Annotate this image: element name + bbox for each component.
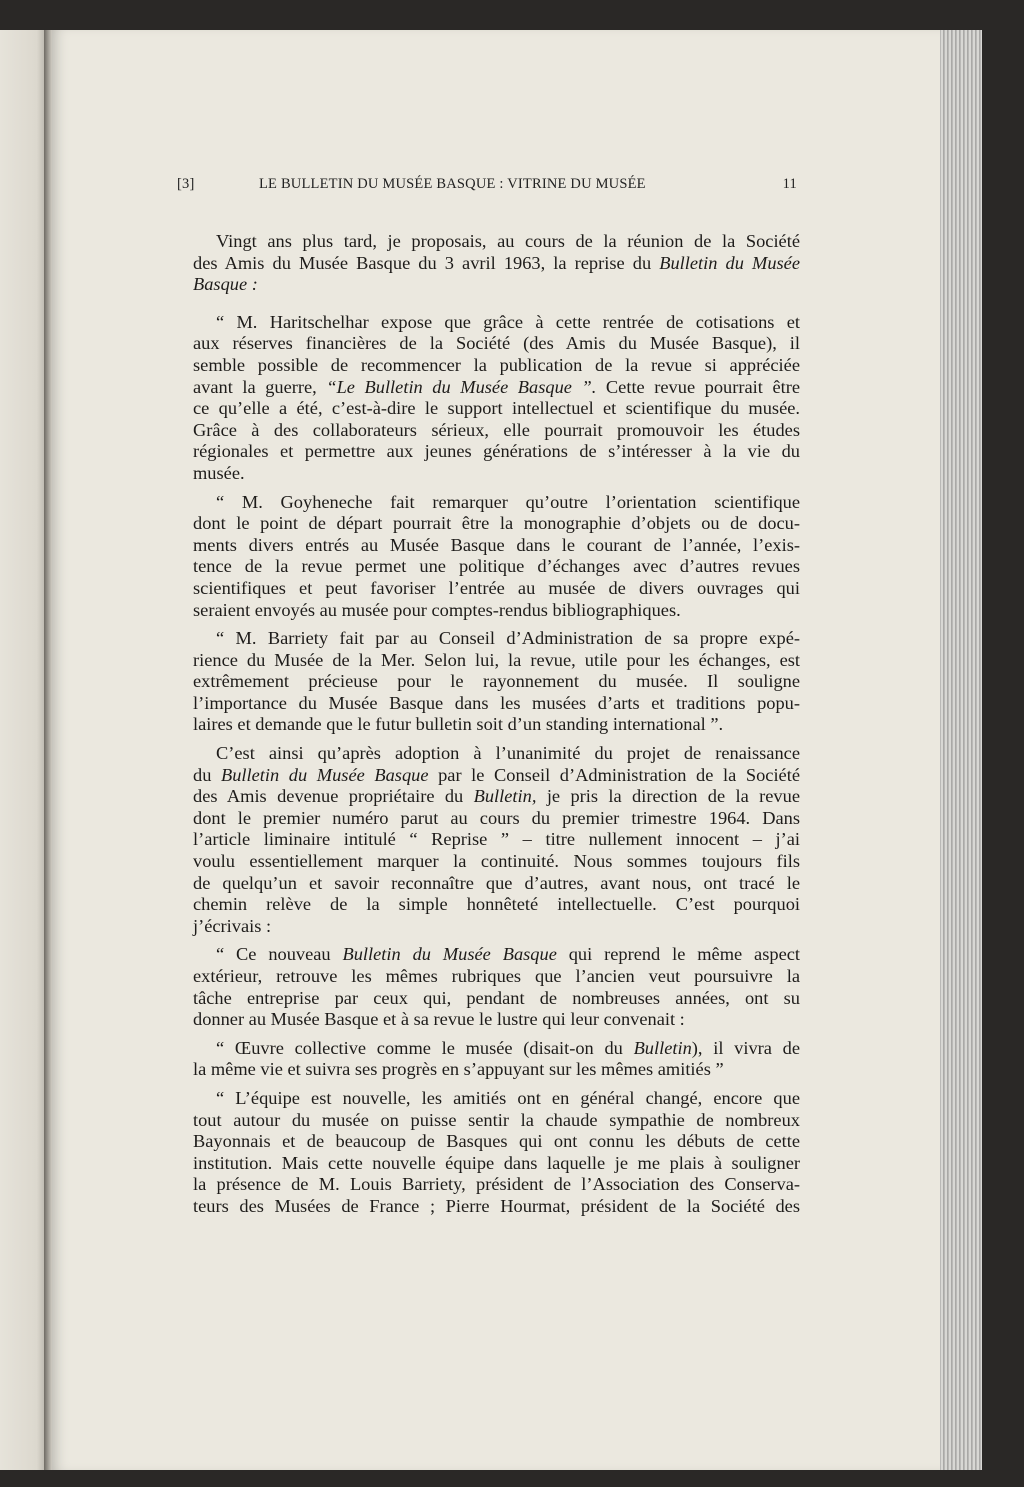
paragraph <box>193 628 800 736</box>
text-line <box>193 628 800 650</box>
text-line <box>193 988 800 1010</box>
text-segment: laires et demande que le futur bulletin soit d’un standing international ”. <box>193 714 724 735</box>
text-line <box>193 765 800 787</box>
text-line <box>193 1131 800 1153</box>
text-line <box>193 274 800 296</box>
text-segment: ments divers entrés au Musée Basque dans le courant de l’année, l’exis- <box>193 534 800 555</box>
text-segment: “ M. Haritschelhar expose que grâce à cette rentrée de cotisations et <box>216 311 800 332</box>
text-segment: aux réserves financières de la Société (des Amis du Musée Basque), il <box>193 333 800 354</box>
paragraph <box>193 743 800 937</box>
text-line <box>193 851 800 873</box>
text-line <box>193 441 800 463</box>
paragraph <box>193 1088 800 1218</box>
text-segment: scientifiques et peut favoriser l’entrée au musée de divers ouvrages qui <box>193 577 800 598</box>
text-line <box>193 808 800 830</box>
text-segment: Vingt ans plus tard, je proposais, au cours de la réunion de la Société <box>216 231 800 251</box>
italic-text: “Le Bulletin du Musée Basque ”. <box>326 376 597 397</box>
italic-text: Bulletin <box>633 1037 692 1058</box>
italic-text: Basque : <box>193 274 258 295</box>
text-line <box>193 253 800 275</box>
text-segment: Grâce à des collaborateurs sérieux, elle pourrait promouvoir les études <box>193 419 800 440</box>
running-header <box>177 176 797 196</box>
text-segment: la même vie et suivra ses progrès en s’appuyant sur les mêmes amitiés ” <box>193 1059 724 1080</box>
text-segment: Bayonnais et de beaucoup de Basques qui ont connu les débuts de cette <box>193 1131 800 1152</box>
page-number: 11 <box>782 176 797 192</box>
page-edges <box>940 30 982 1470</box>
text-line <box>193 1038 800 1060</box>
text-line <box>193 714 800 736</box>
text-line <box>193 231 800 253</box>
text-line <box>193 355 800 377</box>
text-line <box>193 693 800 715</box>
italic-text: Bulletin du Musée Basque <box>220 764 429 785</box>
text-segment: l’importance du Musée Basque dans les musées d’arts et traditions popu- <box>193 692 800 713</box>
text-segment: semble possible de recommencer la publication de la revue si appréciée <box>193 354 800 375</box>
text-segment: des Amis du Musée Basque du 3 avril 1963, la reprise du <box>193 252 660 273</box>
text-line <box>193 377 800 399</box>
italic-text: Bulletin, <box>473 786 537 807</box>
italic-text: Bulletin du Musée <box>659 252 801 273</box>
text-line <box>193 492 800 514</box>
paragraph <box>193 1038 800 1081</box>
text-line <box>193 916 800 938</box>
text-segment: avant la guerre, <box>193 376 327 397</box>
text-segment: “ L’équipe est nouvelle, les amitiés ont en général changé, encore que <box>216 1087 800 1108</box>
text-segment: tence de la revue permet une politique d’échanges avec d’autres revues <box>193 556 800 577</box>
text-segment: du <box>193 764 221 785</box>
text-segment: tâche entreprise par ceux qui, pendant de nombreuses années, ont su <box>193 987 800 1008</box>
text-segment: musée. <box>193 462 245 483</box>
text-segment: qui reprend le même aspect <box>556 944 801 965</box>
text-segment: seraient envoyés au musée pour comptes-rendus bibliographiques. <box>193 599 681 620</box>
text-line <box>193 420 800 442</box>
text-line <box>193 556 800 578</box>
text-line <box>193 513 800 535</box>
text-segment: dont le premier numéro parut au cours du premier trimestre 1964. Dans <box>193 807 800 828</box>
section-number: [3] <box>177 176 195 192</box>
paragraph <box>193 492 800 622</box>
text-segment: extérieur, retrouve les mêmes rubriques que l’ancien veut poursuivre la <box>193 966 800 986</box>
text-segment: rience du Musée de la Mer. Selon lui, la revue, utile pour les échanges, est <box>193 649 800 670</box>
text-line <box>193 743 800 765</box>
text-line <box>193 671 800 693</box>
text-segment: ), il vivra de <box>691 1037 800 1058</box>
text-segment: chemin relève de la simple honnêteté intellectuelle. C’est pourquoi <box>193 894 800 915</box>
left-page-edge <box>0 30 46 1470</box>
text-line <box>193 1196 800 1218</box>
text-segment: donner au Musée Basque et à sa revue le lustre qui leur convenait : <box>193 1009 685 1030</box>
text-line <box>193 333 800 355</box>
paragraph <box>193 944 800 1030</box>
text-line <box>193 1153 800 1175</box>
text-line <box>193 600 800 622</box>
text-segment: “ M. Goyheneche fait remarquer qu’outre l’orientation scientifique <box>216 491 800 512</box>
paragraph <box>193 312 800 485</box>
text-line <box>193 463 800 485</box>
body-text <box>193 231 800 1218</box>
text-line <box>193 966 800 988</box>
text-segment: voulu essentiellement marquer la continuité. Nous sommes toujours fils <box>193 851 800 872</box>
italic-text: Bulletin du Musée Basque <box>342 944 557 965</box>
text-line <box>193 1088 800 1110</box>
text-line <box>193 650 800 672</box>
text-line <box>193 786 800 808</box>
text-segment: des Amis devenue propriétaire du <box>193 786 474 807</box>
book-gutter <box>44 30 52 1470</box>
text-segment: extrêmement précieuse pour le rayonnement du musée. Il souligne <box>193 671 800 692</box>
text-line <box>193 312 800 334</box>
text-segment: l’article liminaire intitulé “ Reprise ” – titre nullement innocent – j’ai <box>193 829 800 850</box>
paragraph <box>193 231 800 296</box>
text-line <box>193 944 800 966</box>
running-title: LE BULLETIN DU MUSÉE BASQUE : VITRINE DU MUSÉE <box>259 176 646 192</box>
text-segment: j’écrivais : <box>193 915 272 936</box>
text-segment: la présence de M. Louis Barriety, président de l’Association des Conserva- <box>193 1174 800 1195</box>
text-line <box>193 1174 800 1196</box>
text-segment: Cette revue pourrait être <box>596 376 801 397</box>
text-segment: “ Œuvre collective comme le musée (disait-on du <box>216 1037 634 1058</box>
text-segment: tout autour du musée on puisse sentir la chaude sympathie de nombreux <box>193 1109 800 1130</box>
text-segment: “ M. Barriety fait par au Conseil d’Administration de sa propre expé- <box>216 628 800 649</box>
text-segment: teurs des Musées de France ; Pierre Hourmat, président de la Société des <box>193 1195 800 1216</box>
text-line <box>193 1059 800 1081</box>
text-line <box>193 1009 800 1031</box>
text-segment: dont le point de départ pourrait être la monographie d’objets ou de docu- <box>193 513 800 534</box>
text-line <box>193 1110 800 1132</box>
text-segment: ce qu’elle a été, c’est-à-dire le support intellectuel et scientifique du musée. <box>193 398 800 419</box>
text-line <box>193 894 800 916</box>
text-segment: je pris la direction de la revue <box>536 786 800 807</box>
text-line <box>193 398 800 420</box>
text-segment: par le Conseil d’Administration de la Société <box>428 764 800 785</box>
text-segment: de quelqu’un et savoir reconnaître que d’autres, avant nous, ont tracé le <box>193 872 800 893</box>
text-segment: C’est ainsi qu’après adoption à l’unanimité du projet de renaissance <box>216 743 800 764</box>
text-line <box>193 829 800 851</box>
text-segment: “ Ce nouveau <box>216 944 343 965</box>
text-line <box>193 873 800 895</box>
text-segment: institution. Mais cette nouvelle équipe dans laquelle je me plais à souligner <box>193 1152 800 1173</box>
text-line <box>193 578 800 600</box>
text-line <box>193 535 800 557</box>
text-segment: régionales et permettre aux jeunes générations de s’intéresser à la vie du <box>193 441 800 462</box>
